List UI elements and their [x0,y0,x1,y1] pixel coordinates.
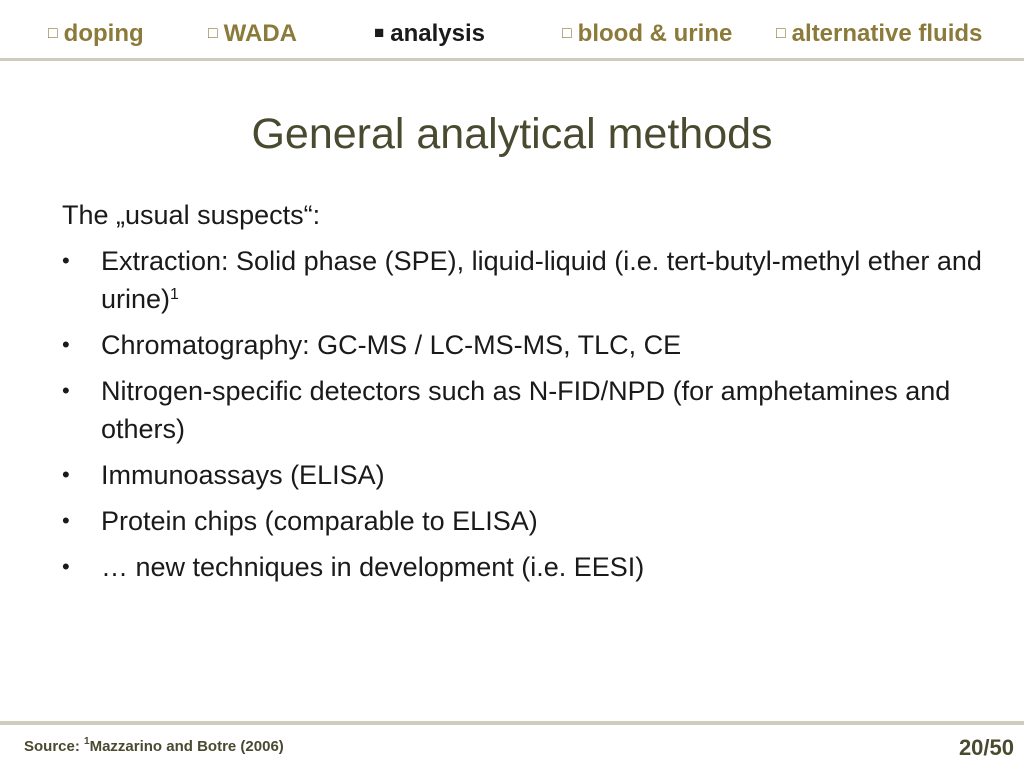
list-item-text: Nitrogen-specific detectors such as N-FID/NPD (for amphetamines and others) [101,376,951,444]
bullet-icon: • [62,462,70,487]
list-item [62,502,1002,540]
bullet-icon: • [62,332,70,357]
nav-item-label: WADA [223,20,297,47]
list-item-text: Chromatography: GC-MS / LC-MS-MS, TLC, CE [101,330,682,360]
footnote-marker: 1 [170,286,179,303]
list-item-text: … new techniques in development (i.e. EESI) [101,552,645,582]
list-item [62,456,1002,494]
bullet-icon: • [62,378,70,403]
bullet-icon: • [62,508,70,533]
source-citation [24,738,284,755]
nav-item-analysis[interactable] [374,20,485,48]
source-text: Mazzarino and Botre (2006) [89,738,284,755]
nav-item-label: doping [63,20,144,47]
nav-item-doping[interactable] [48,20,144,48]
nav-item-label: blood & urine [577,20,733,47]
header-divider [0,58,1024,61]
unchecked-square-icon: □ [48,25,58,42]
list-item-text: Immunoassays (ELISA) [101,460,385,490]
list-item-text: Protein chips (comparable to ELISA) [101,506,538,536]
nav-item-label: analysis [390,20,486,47]
list-item-text: Extraction: Solid phase (SPE), liquid-liquid (i.e. tert-butyl-methyl ether and urine) [101,246,982,314]
unchecked-square-icon: □ [776,25,786,42]
list-item [62,242,1002,318]
filled-square-icon: ■ [374,23,385,42]
footnote-marker: 1 [84,736,90,747]
bullet-icon: • [62,554,70,579]
list-item [62,372,1002,448]
unchecked-square-icon: □ [562,25,572,42]
list-item [62,326,1002,364]
intro-text: The „usual suspects“: [62,200,321,230]
slide-title: General analytical methods [251,110,773,158]
bullet-list [62,242,1002,586]
footer-divider [0,721,1024,725]
unchecked-square-icon: □ [208,25,218,42]
bullet-icon: • [62,248,70,273]
nav-item-label: alternative fluids [791,20,983,47]
top-navigation [0,20,1024,50]
slide-content [62,196,1002,594]
source-prefix: Source: [24,738,85,755]
nav-item-wada[interactable] [208,20,297,48]
nav-item-alternative-fluids[interactable] [776,20,982,48]
list-item [62,548,1002,586]
page-number: 20/50 [958,735,1014,760]
nav-item-blood-urine[interactable] [562,20,732,48]
